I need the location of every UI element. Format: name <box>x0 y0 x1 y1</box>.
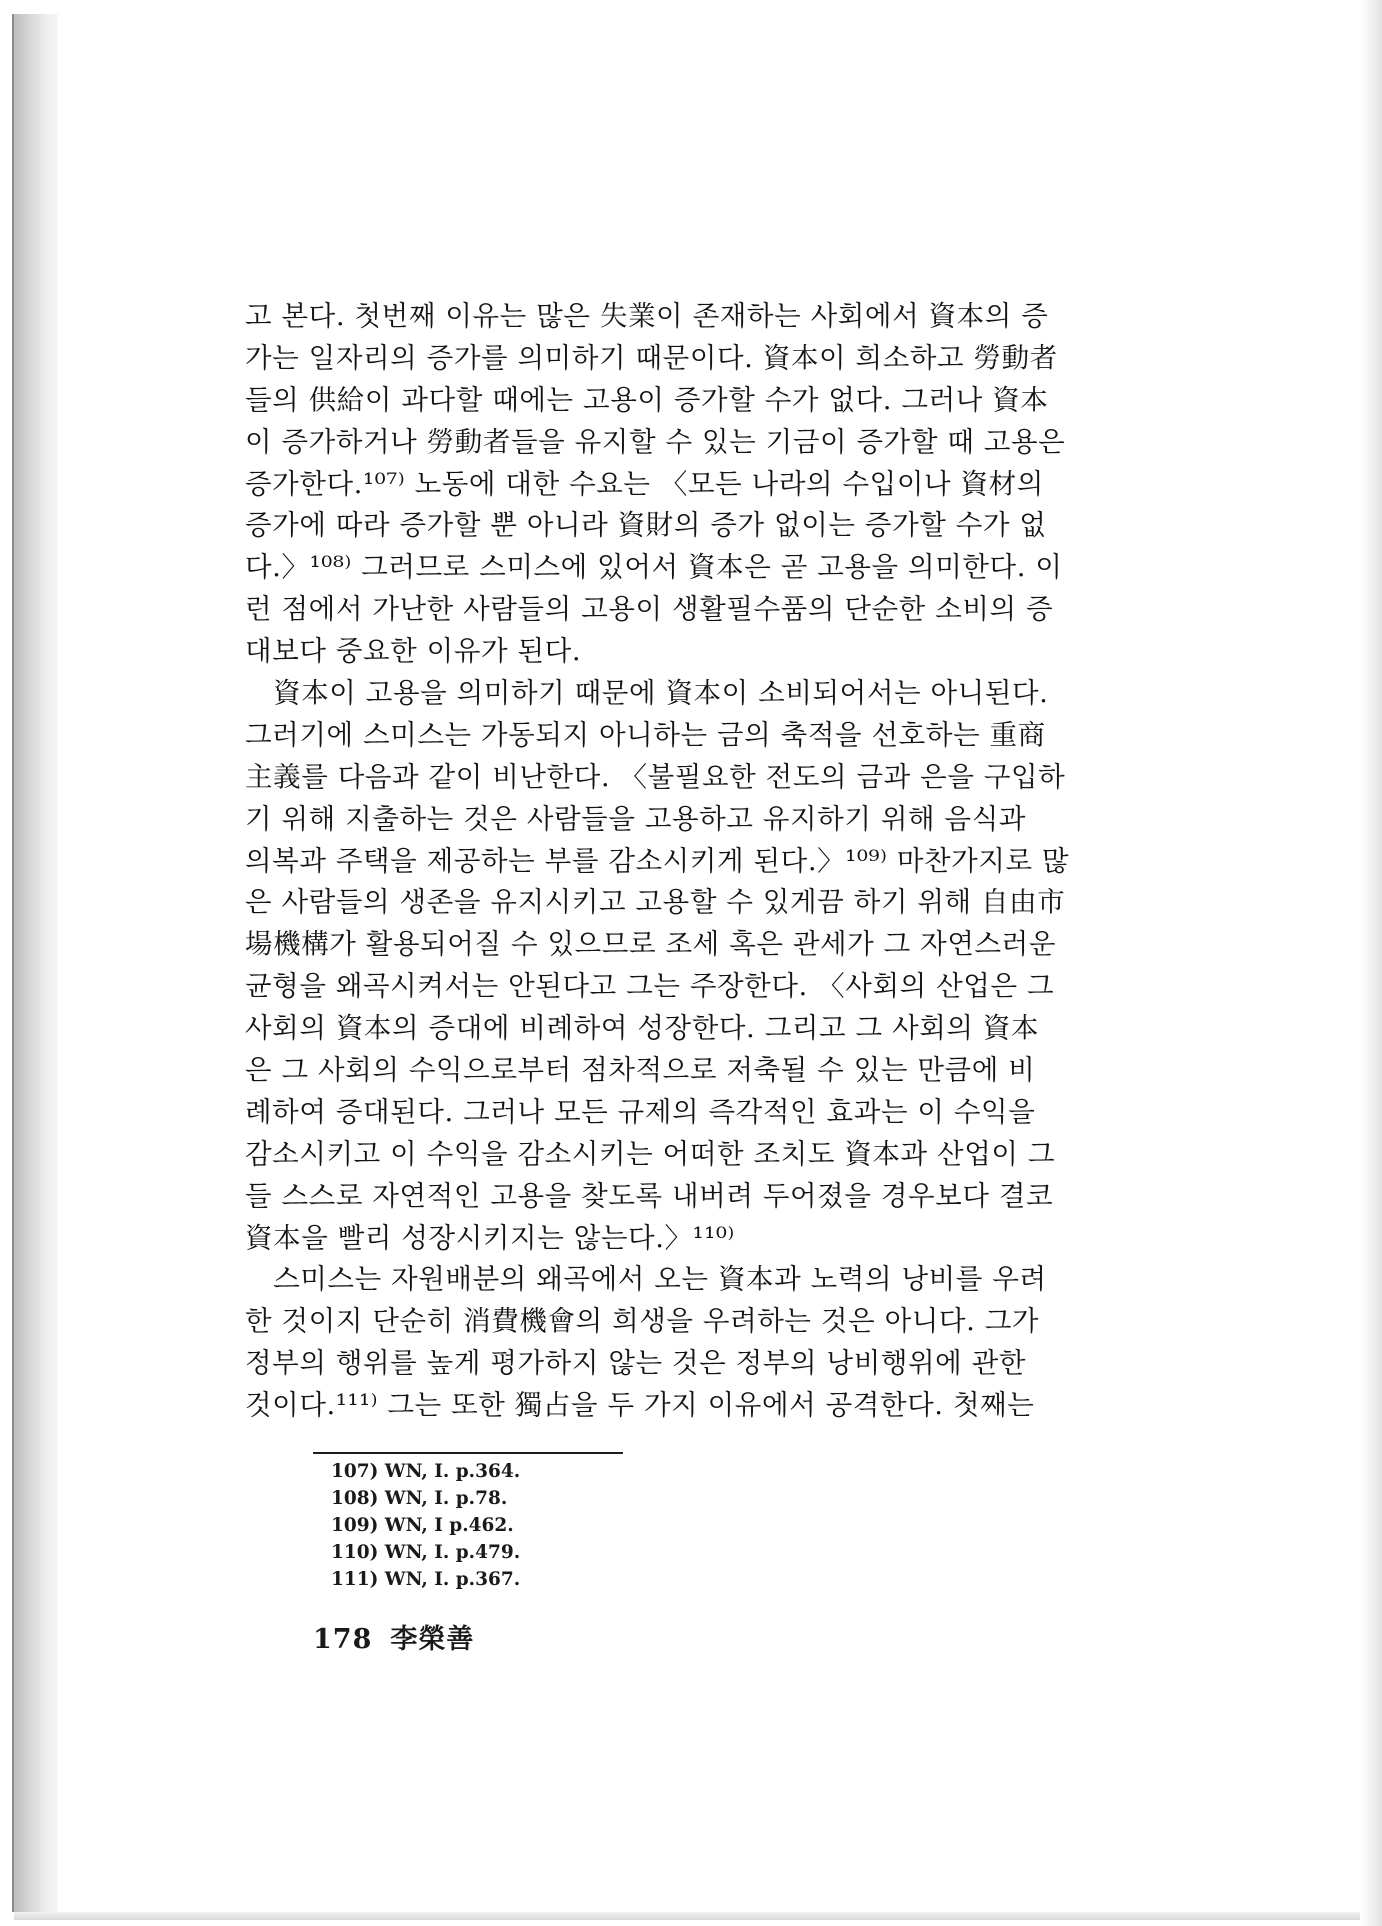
text-line: 은 사람들의 생존을 유지시키고 고용할 수 있게끔 하기 위해 自由市 <box>245 886 1066 919</box>
footnote-107: 107) WN, I. p.364. <box>331 1461 521 1482</box>
text-line: 가는 일자리의 증가를 의미하기 때문이다. 資本이 희소하고 勞動者 <box>245 341 1058 374</box>
body-text <box>245 296 1225 1427</box>
book-right-edge <box>1360 0 1382 1926</box>
book-bottom-edge <box>14 1912 1360 1920</box>
footnote-108: 108) WN, I. p.78. <box>331 1488 508 1509</box>
footnote-109: 109) WN, I p.462. <box>331 1515 514 1536</box>
text-line: 主義를 다음과 같이 비난한다. 〈불필요한 전도의 금과 은을 구입하 <box>245 760 1066 793</box>
text-line: 고 본다. 첫번째 이유는 많은 失業이 존재하는 사회에서 資本의 증 <box>245 300 1049 332</box>
text-line: 균형을 왜곡시켜서는 안된다고 그는 주장한다. 〈사회의 산업은 그 <box>245 970 1055 1003</box>
text-line: 의복과 주택을 제공하는 부를 감소시키게 된다.〉¹⁰⁹⁾ 마찬가지로 많 <box>245 844 1070 877</box>
text-line: 기 위해 지출하는 것은 사람들을 고용하고 유지하기 위해 음식과 <box>245 802 1027 835</box>
footnote-111: 111) WN, I. p.367. <box>331 1569 521 1590</box>
text-line: 資本이 고용을 의미하기 때문에 資本이 소비되어서는 아니된다. <box>245 677 1049 710</box>
text-line: 증가한다.¹⁰⁷⁾ 노동에 대한 수요는 〈모든 나라의 수입이나 資材의 <box>245 467 1044 500</box>
text-line: 사회의 資本의 증대에 비례하여 성장한다. 그리고 그 사회의 資本 <box>245 1012 1040 1045</box>
text-line: 스미스는 자원배분의 왜곡에서 오는 資本과 노력의 낭비를 우려 <box>245 1263 1047 1296</box>
text-line: 이 증가하거나 勞動者들을 유지할 수 있는 기금이 증가할 때 고용은 <box>245 425 1066 458</box>
text-line: 례하여 증대된다. 그러나 모든 규제의 즉각적인 효과는 이 수익을 <box>245 1095 1036 1128</box>
text-line: 場機構가 활용되어질 수 있으므로 조세 혹은 관세가 그 자연스러운 <box>245 928 1056 961</box>
footnote-divider <box>313 1452 623 1454</box>
text-line: 다.〉¹⁰⁸⁾ 그러므로 스미스에 있어서 資本은 곧 고용을 의미한다. 이 <box>245 551 1063 584</box>
footnotes <box>331 1458 520 1593</box>
text-line: 증가에 따라 증가할 뿐 아니라 資財의 증가 없이는 증가할 수가 없 <box>245 509 1047 542</box>
running-author: 李榮善 <box>390 1624 475 1655</box>
page-folio <box>313 1617 474 1656</box>
text-line: 감소시키고 이 수익을 감소시키는 어떠한 조치도 資本과 산업이 그 <box>245 1137 1056 1170</box>
text-line: 들의 供給이 과다할 때에는 고용이 증가할 수가 없다. 그러나 資本 <box>245 383 1049 416</box>
page-number: 178 <box>313 1624 373 1655</box>
text-line: 그러기에 스미스는 가동되지 아니하는 금의 축적을 선호하는 重商 <box>245 718 1046 751</box>
text-line: 런 점에서 가난한 사람들의 고용이 생활필수품의 단순한 소비의 증 <box>245 593 1054 626</box>
text-line: 대보다 중요한 이유가 된다. <box>245 635 582 668</box>
text-line: 한 것이지 단순히 消費機會의 희생을 우려하는 것은 아니다. 그가 <box>245 1305 1040 1338</box>
text-line: 것이다.¹¹¹⁾ 그는 또한 獨占을 두 가지 이유에서 공격한다. 첫째는 <box>245 1389 1035 1422</box>
book-left-edge <box>14 14 58 1912</box>
text-line: 정부의 행위를 높게 평가하지 않는 것은 정부의 낭비행위에 관한 <box>245 1347 1027 1380</box>
footnote-110: 110) WN, I. p.479. <box>331 1542 521 1563</box>
text-line: 資本을 빨리 성장시키지는 않는다.〉¹¹⁰⁾ <box>245 1221 735 1254</box>
text-line: 들 스스로 자연적인 고용을 찾도록 내버려 두어졌을 경우보다 결코 <box>245 1179 1054 1212</box>
text-line: 은 그 사회의 수익으로부터 점차적으로 저축될 수 있는 만큼에 비 <box>245 1054 1036 1087</box>
